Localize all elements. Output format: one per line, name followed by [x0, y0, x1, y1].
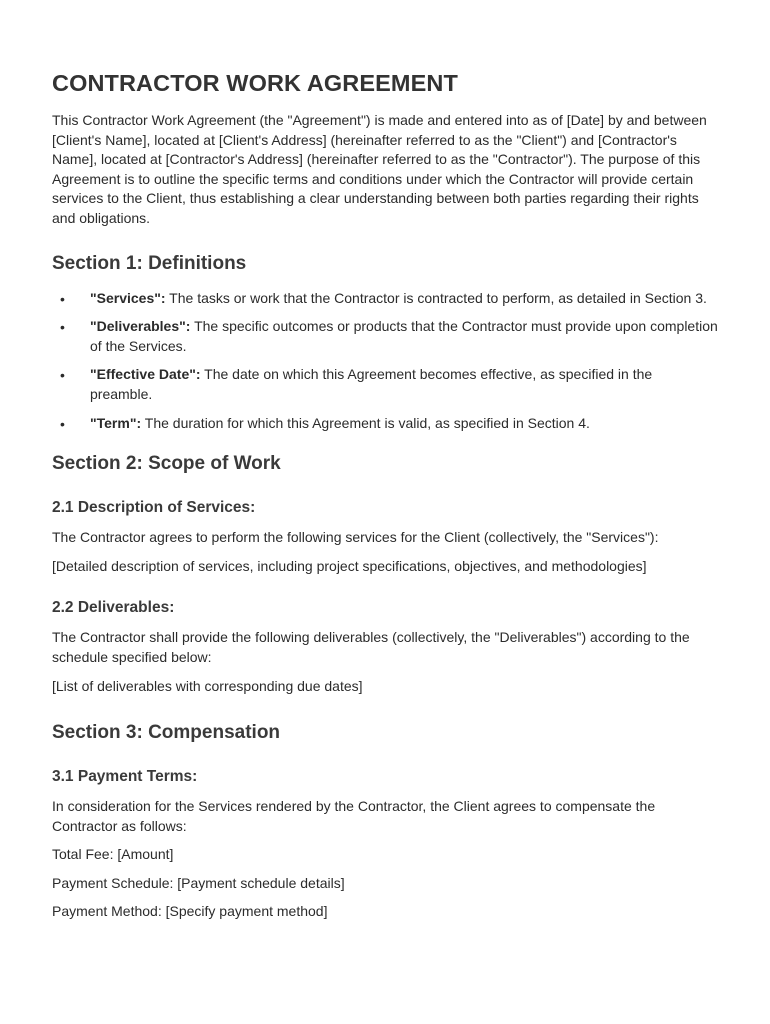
subsection-2-2-heading: 2.2 Deliverables: — [52, 599, 175, 617]
services-placeholder: [Detailed description of services, including project specifications, objectives, and methodologies] — [52, 557, 647, 574]
definition-term: "Services": — [90, 289, 166, 306]
document-title: CONTRACTOR WORK AGREEMENT — [52, 70, 458, 96]
payment-schedule: Payment Schedule: [Payment schedule details] — [52, 874, 345, 891]
bullet-icon: • — [60, 367, 65, 384]
bullet-icon: • — [60, 415, 65, 432]
subsection-3-1-heading: 3.1 Payment Terms: — [52, 768, 198, 786]
definitions-list — [52, 289, 718, 434]
subsection-2-1-heading: 2.1 Description of Services: — [52, 499, 256, 517]
deliverables-placeholder: [List of deliverables with corresponding due dates] — [52, 677, 363, 694]
definition-text: The specific outcomes or products that the Contractor must provide upon completion of the Services. — [90, 318, 718, 354]
definition-term: "Term": — [90, 414, 142, 431]
bullet-icon: • — [60, 290, 65, 307]
services-paragraph: The Contractor agrees to perform the following services for the Client (collectively, the "Services"): — [52, 529, 659, 546]
definition-term: "Effective Date": — [90, 366, 201, 383]
list-item — [52, 289, 718, 309]
list-item — [52, 317, 718, 356]
payment-method: Payment Method: [Specify payment method] — [52, 903, 328, 920]
section-2-heading: Section 2: Scope of Work — [52, 453, 281, 475]
definition-text: The duration for which this Agreement is valid, as specified in Section 4. — [141, 414, 590, 431]
payment-terms-paragraph: In consideration for the Services rendered by the Contractor, the Client agrees to compensate the Contractor as follows: — [52, 798, 656, 834]
total-fee: Total Fee: [Amount] — [52, 846, 174, 863]
definition-term: "Deliverables": — [90, 318, 191, 335]
intro-paragraph: This Contractor Work Agreement (the "Agreement") is made and entered into as of [Date] by and between [Client's Name], located at [Client's Address] (hereinafter referred to as the "Client") and [Contractor's Name], located at [Contractor's Address] (hereinafter referred to as the "Contractor"). The purpose of this Agreement is to outline the specific terms and conditions under which the Contractor will provide certain services to the Client, thus establishing a clear understanding between both parties regarding their rights and obligations. — [52, 112, 707, 226]
section-3-heading: Section 3: Compensation — [52, 722, 281, 744]
list-item — [52, 365, 718, 404]
definition-text: The date on which this Agreement becomes effective, as specified in the preamble. — [90, 366, 653, 402]
list-item — [52, 414, 718, 434]
definition-text: The tasks or work that the Contractor is contracted to perform, as detailed in Section 3. — [165, 289, 707, 306]
section-1-heading: Section 1: Definitions — [52, 252, 247, 274]
deliverables-paragraph: The Contractor shall provide the following deliverables (collectively, the "Deliverables") according to the schedule specified below: — [52, 629, 690, 665]
bullet-icon: • — [60, 319, 65, 336]
